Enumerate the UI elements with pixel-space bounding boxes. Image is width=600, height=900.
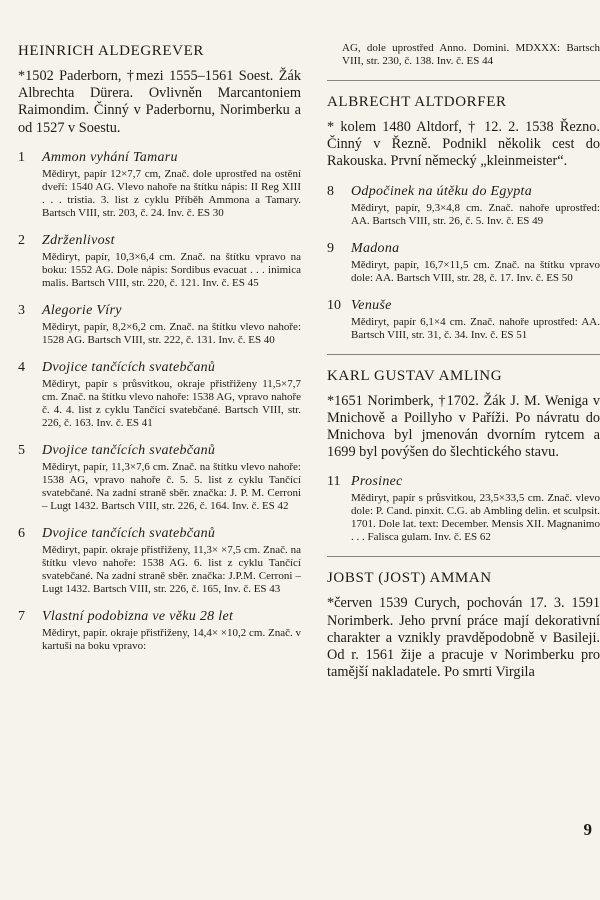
entry-title: Dvojice tančících svatebčanů — [42, 525, 216, 541]
entry-number: 2 — [18, 232, 25, 248]
catalog-entry — [18, 525, 301, 596]
entry-description: Mědiryt, papír, 8,2×6,2 cm. Znač. na štítku vlevo nahoře: 1528 AG. Bartsch VIII, str. 222, č. 131. Inv. č. ES 40 — [42, 320, 301, 346]
entry-continuation: AG, dole uprostřed Anno. Domini. MDXXX: Bartsch VIII, str. 230, č. 138. Inv. č. ES 44 — [342, 42, 600, 67]
catalog-entry — [18, 442, 301, 513]
catalog-entry — [18, 149, 301, 220]
entry-description: Mědiryt, papír, 9,3×4,8 cm. Znač. nahoře uprostřed: AA. Bartsch VIII, str. 26, č. 5. Inv. č. ES 49 — [351, 201, 600, 227]
entry-body — [351, 183, 600, 228]
entry-body — [351, 240, 600, 285]
catalog-entries — [18, 149, 301, 653]
entry-title: Zdrženlivost — [42, 232, 115, 248]
artist-bio: *1651 Norimberk, †1702. Žák J. M. Weniga v Mnichově a Poillyho v Paříži. Po návratu do Mnichova byl jmenován dvorním rytcem a 1699 byl povýšen do šlechtického stavu. — [327, 392, 600, 461]
entry-body — [42, 359, 301, 430]
entry-number: 1 — [18, 149, 25, 165]
entry-number: 7 — [18, 608, 25, 624]
artist-name: HEINRICH ALDEGREVER — [18, 43, 204, 59]
catalog-entry — [327, 240, 600, 285]
entry-title: Vlastní podobizna ve věku 28 let — [42, 608, 234, 624]
entry-description: Mědiryt, papír 12×7,7 cm, Znač. dole uprostřed na ostění dveří: 1540 AG. Vlevo nahoře na štítku nápis: II Reg XIII . . . tristia. 3. list z cyklu Příběh Ammona a Tamary. Bartsch VIII, str. 203, č. 24. Inv. č. ES 30 — [42, 167, 301, 219]
catalog-entries — [327, 183, 600, 342]
catalog-entry — [327, 297, 600, 342]
catalog-entry — [18, 232, 301, 290]
entry-description: Mědiryt, papír. okraje přistřiženy, 14,4× ×10,2 cm. Znač. v kartuši na boku vpravo: — [42, 626, 301, 652]
entry-body — [42, 442, 301, 513]
entry-title: Dvojice tančících svatebčanů — [42, 359, 216, 375]
left-column — [18, 0, 301, 653]
artist-bio: *červen 1539 Curych, pochován 17. 3. 1591 Norimberk. Jeho první práce mají dekorativní charakter a vznikly pravděpodobně v Basileji. Od r. 1561 žije a pracuje v Norimberku pro tamější nakladatele. Po smrti Virgila — [327, 595, 600, 681]
entry-description: Mědiryt, papír, 16,7×11,5 cm. Znač. na štítku vpravo dole: AA. Bartsch VIII, str. 28, č. 17. Inv. č. ES 50 — [351, 258, 600, 284]
catalog-entry — [327, 473, 600, 544]
entry-title: Ammon vyhání Tamaru — [42, 149, 178, 165]
entry-number: 10 — [327, 297, 341, 313]
entry-title: Dvojice tančících svatebčanů — [42, 442, 216, 458]
artist-name: ALBRECHT ALTDORFER — [327, 94, 507, 110]
entry-description: Mědiryt, papír, 11,3×7,6 cm. Znač. na štítku vlevo nahoře: 1538 AG, vpravo nahoře č. 5. 5. list z cyklu Tančící svatebčané. Na zadní straně sběr. značka: J. P. M. Cerroni – Lugt 1432. Bartsch VIII, str. 226, č. 164. Inv. č. ES 42 — [42, 460, 301, 512]
entry-title: Prosinec — [351, 474, 403, 490]
entry-title: Madona — [351, 240, 400, 256]
entry-body — [351, 473, 600, 544]
entry-title: Venuše — [351, 297, 392, 313]
entry-body — [351, 297, 600, 342]
entry-title: Alegorie Víry — [42, 302, 122, 318]
entry-number: 11 — [327, 474, 341, 490]
catalog-entry — [18, 302, 301, 347]
entry-number: 6 — [18, 525, 25, 541]
entry-body — [42, 149, 301, 220]
entry-number: 8 — [327, 183, 334, 199]
divider — [327, 80, 600, 81]
entry-body — [42, 608, 301, 653]
divider — [327, 556, 600, 557]
entry-description: Mědiryt, papír 6,1×4 cm. Znač. nahoře uprostřed: AA. Bartsch VIII, str. 31, č. 34. Inv. č. ES 51 — [351, 315, 600, 341]
artist-bio: * kolem 1480 Altdorf, † 12. 2. 1538 Řezno. Činný v Řezně. Podnikl několik cest do Rakouska. První německý „kleinmeister“. — [327, 119, 600, 170]
divider — [327, 354, 600, 355]
catalog-entry — [327, 183, 600, 228]
entry-body — [42, 302, 301, 347]
entry-number: 4 — [18, 359, 25, 375]
artist-name: JOBST (JOST) AMMAN — [327, 570, 492, 587]
entry-title: Odpočinek na útěku do Egypta — [351, 183, 533, 199]
entry-number: 3 — [18, 302, 25, 318]
entry-description: Mědiryt, papír. okraje přistřiženy, 11,3× ×7,5 cm. Znač. na štítku vlevo nahoře: 1538 AG. 6. list z cyklu Tančící svatebčané. Na zadní straně sběr. značka: J.P.M. Cerroni – Lugt 1432. Bartsch VIII, str. 226, č. 165, Inv. č. ES 43 — [42, 543, 301, 595]
catalog-entry — [18, 608, 301, 653]
entry-number: 5 — [18, 442, 25, 458]
page-number: 9 — [583, 820, 592, 839]
entry-description: Mědiryt, papír s průsvitkou, okraje přistřiženy 11,5×7,7 cm. Znač. na štítku vlevo nahoře: 1538 AG, vpravo nahoře č. 4. 4. list z cyklu Tančící svatebčané. Bartsch VIII, str. 226, č. 163. Inv. č. ES 41 — [42, 377, 301, 429]
entry-description: Mědiryt, papír, 10,3×6,4 cm. Znač. na štítku vpravo na boku: 1552 AG. Dole nápis: Sordibus evacuat . . . inimica malis. Bartsch VIII, str. 220, č. 121. Inv. č. ES 45 — [42, 250, 301, 289]
catalog-entries — [327, 473, 600, 544]
entry-body — [42, 525, 301, 596]
catalog-entry — [18, 359, 301, 430]
entry-description: Mědiryt, papír s průsvitkou, 23,5×33,5 cm. Znač. vlevo dole: P. Cand. pinxit. C.G. ab Ambling delin. et sculpsit. 1701. Dole lat. text: December. Mensis XII. Magnanimo . . . Falisca gulam. Inv. č. ES 62 — [351, 492, 600, 544]
artist-name: KARL GUSTAV AMLING — [327, 367, 503, 384]
entry-number: 9 — [327, 240, 334, 256]
artist-bio: *1502 Paderborn, †mezi 1555–1561 Soest. Žák Albrechta Dürera. Ovlivněn Marcantoniem Raimondim. Činný v Paderbornu, Norimberku a od 1527 v Soestu. — [18, 68, 301, 136]
entry-body — [42, 232, 301, 290]
right-column — [327, 0, 600, 681]
